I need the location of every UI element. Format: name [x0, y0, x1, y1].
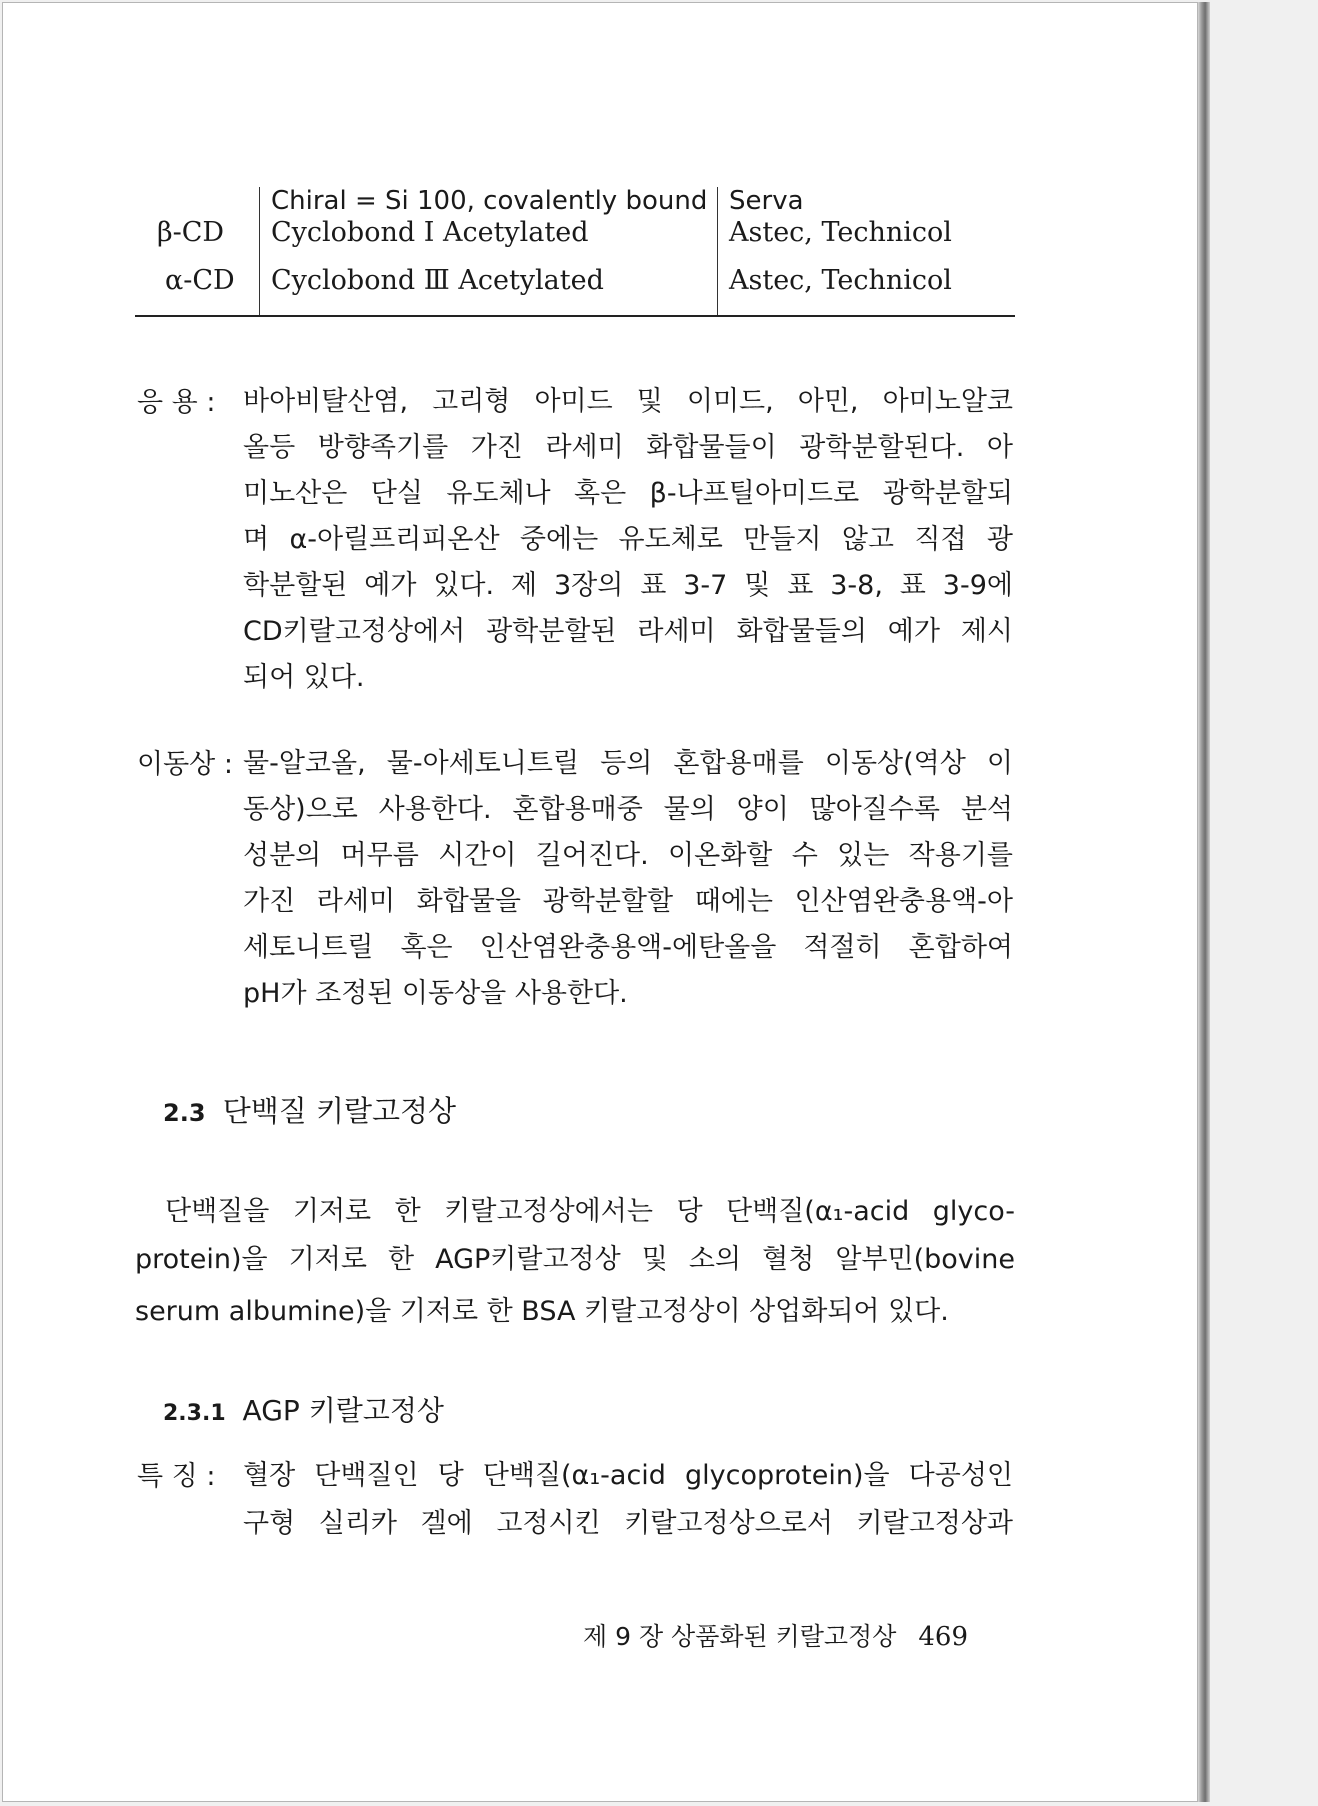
section-body-line: 단백질을 기저로 한 키랄고정상에서는 당 단백질(α₁-acid glyco- [165, 1196, 1015, 1227]
section-body-line: serum albumine)을 기저로 한 BSA 키랄고정상이 상업화되어 있다. [135, 1296, 949, 1327]
features-line: 혈장 단백질인 당 단백질(α₁-acid glycoprotein)을 다공성인 [243, 1460, 1013, 1491]
mobile-phase-line: 동상)으로 사용한다. 혼합용매중 물의 양이 많아질수록 분석 [243, 794, 1013, 825]
application-label: 응 용 : [137, 387, 216, 418]
section-heading [163, 1093, 456, 1131]
application-line: 바아비탈산염, 고리형 아미드 및 이미드, 아민, 아미노알코 [243, 386, 1013, 417]
mobile-phase-line: 가진 라세미 화합물을 광학분할할 때에는 인산염완충용액-아 [243, 886, 1013, 917]
application-line: 미노산은 단실 유도체나 혹은 β-나프틸아미드로 광학분할되 [243, 478, 1013, 509]
table-row-2-phase: Cyclobond Ⅰ Acetylated [271, 217, 589, 248]
features-label: 특 징 : [137, 1461, 216, 1492]
footer-chapter: 제 9 장 상품화된 키랄고정상 [583, 1622, 897, 1651]
document-page [2, 2, 1198, 1802]
table-row-2-supplier: Astec, Technicol [729, 217, 952, 248]
section-number: 2.3 [163, 1099, 206, 1127]
page-edge-shadow [1198, 2, 1210, 1802]
mobile-phase-line: 세토니트릴 혹은 인산염완충용액-에탄올을 적절히 혼합하여 [243, 932, 1013, 963]
table-divider-2 [717, 187, 718, 315]
mobile-phase-line: 물-알코올, 물-아세토니트릴 등의 혼합용매를 이동상(역상 이 [243, 748, 1013, 779]
table-row-1-phase: Chiral = Si 100, covalently bound [271, 186, 708, 216]
application-line: 되어 있다. [243, 662, 365, 693]
table-row-3-phase: Cyclobond Ⅲ Acetylated [271, 265, 604, 296]
table-row-3-supplier: Astec, Technicol [729, 265, 952, 296]
application-line: 학분할된 예가 있다. 제 3장의 표 3-7 및 표 3-8, 표 3-9에 [243, 570, 1013, 601]
page-footer [583, 1621, 968, 1653]
subsection-number: 2.3.1 [163, 1401, 226, 1426]
application-line: CD키랄고정상에서 광학분할된 라세미 화합물들의 예가 제시 [243, 616, 1013, 647]
table-row-1-supplier: Serva [729, 186, 804, 216]
application-line: 며 α-아릴프리피온산 중에는 유도체로 만들지 않고 직접 광 [243, 524, 1013, 555]
table-bottom-rule [135, 315, 1015, 317]
section-body-line: protein)을 기저로 한 AGP키랄고정상 및 소의 혈청 알부민(bovine [135, 1244, 1015, 1275]
subsection-title: AGP 키랄고정상 [242, 1394, 444, 1427]
mobile-phase-label: 이동상 : [137, 749, 233, 780]
page-number: 469 [918, 1622, 968, 1652]
table-row-2-label: β-CD [157, 217, 225, 248]
features-line: 구형 실리카 겔에 고정시킨 키랄고정상으로서 키랄고정상과 [243, 1508, 1013, 1539]
mobile-phase-line: 성분의 머무름 시간이 길어진다. 이온화할 수 있는 작용기를 [243, 840, 1013, 871]
application-line: 올등 방향족기를 가진 라세미 화합물들이 광학분할된다. 아 [243, 432, 1013, 463]
section-title: 단백질 키랄고정상 [222, 1094, 457, 1128]
phase-table [3, 3, 1199, 323]
subsection-heading [163, 1393, 444, 1432]
table-row-3-label: α-CD [165, 265, 235, 296]
mobile-phase-line: pH가 조정된 이동상을 사용한다. [243, 978, 628, 1009]
table-divider-1 [259, 187, 260, 315]
